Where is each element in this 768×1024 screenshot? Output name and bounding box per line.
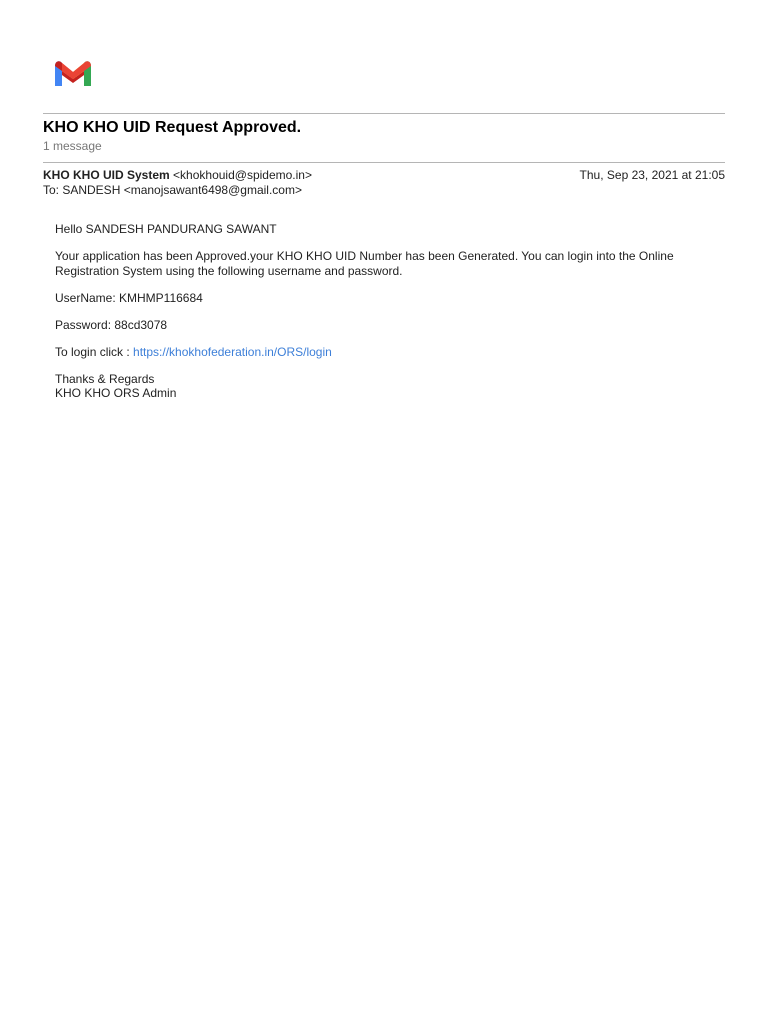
username-line: UserName: KMHMP116684: [55, 290, 203, 305]
login-line: [55, 345, 695, 360]
subject-divider: [43, 162, 725, 163]
sign-off: [55, 372, 695, 401]
recipient-line: To: SANDESH <manojsawant6498@gmail.com>: [43, 183, 302, 197]
signature-text: KHO KHO ORS Admin: [55, 386, 177, 400]
sender-name: KHO KHO UID System: [43, 168, 170, 182]
login-link[interactable]: https://khokhofederation.in/ORS/login: [133, 344, 332, 359]
message-count: 1 message: [43, 139, 102, 153]
greeting: Hello SANDESH PANDURANG SAWANT: [55, 222, 277, 236]
login-prefix: To login click :: [55, 344, 134, 359]
password-line: Password: 88cd3078: [55, 317, 168, 332]
header-divider: [43, 113, 725, 114]
gmail-logo-icon: [52, 58, 94, 90]
closing-text: Thanks & Regards: [55, 371, 155, 386]
sender-line: [43, 168, 312, 182]
email-subject: KHO KHO UID Request Approved.: [43, 119, 302, 136]
email-body: [55, 222, 695, 413]
email-date: Thu, Sep 23, 2021 at 21:05: [579, 168, 725, 182]
approval-paragraph: Your application has been Approved.your KHO KHO UID Number has been Generated. You can login into the Online Registration System using the following username and password.: [55, 249, 674, 278]
sender-address: <khokhouid@spidemo.in>: [173, 168, 312, 182]
